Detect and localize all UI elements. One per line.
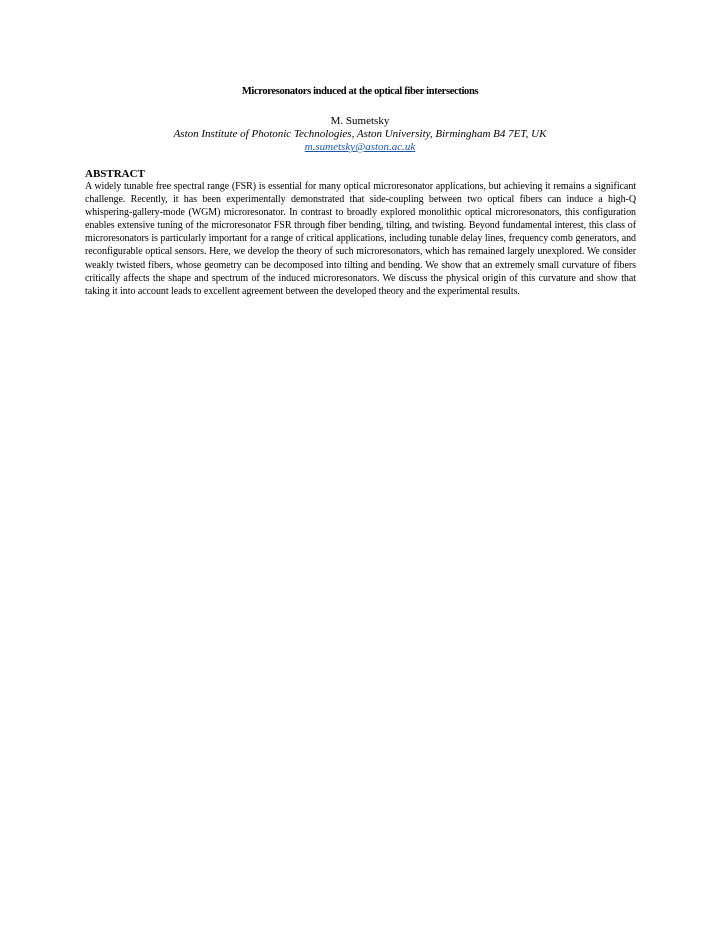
abstract-text: A widely tunable free spectral range (FSR) is essential for many optical microresonator applications, but achieving it remains a significant challenge. Recently, it has been experimentally demonstrated that side-coupling between two optical fibers can induce a high-Q whispering-gallery-mode (WGM) microresonator. In contrast to broadly explored monolithic optical microresonators, this configuration enables extensive tuning of the microresonator FSR through fiber bending, tilting, and twisting. Beyond fundamental interest, this class of microresonators is particularly important for a range of critical applications, including tunable delay lines, frequency comb generators, and reconfigurable optical sensors. Here, we develop the theory of such microresonators, which has remained largely unexplored. We consider weakly twisted fibers, whose geometry can be decomposed into tilting and bending. We show that an extremely small curvature of fibers critically affects the shape and spectrum of the induced microresonators. We discuss the physical origin of this curvature and show that taking it into account leads to excellent agreement between the developed theory and the experimental results. (85, 181, 636, 297)
abstract-heading: ABSTRACT (85, 168, 145, 180)
author-affiliation: Aston Institute of Photonic Technologies, Aston University, Birmingham B4 7ET, UK (173, 128, 547, 140)
author-name: M. Sumetsky (330, 115, 390, 127)
author-email-link[interactable]: m.sumetsky@aston.ac.uk (304, 141, 416, 153)
paper-title: Microresonators induced at the optical fiber intersections (241, 86, 479, 97)
author-email-line (0, 141, 720, 153)
